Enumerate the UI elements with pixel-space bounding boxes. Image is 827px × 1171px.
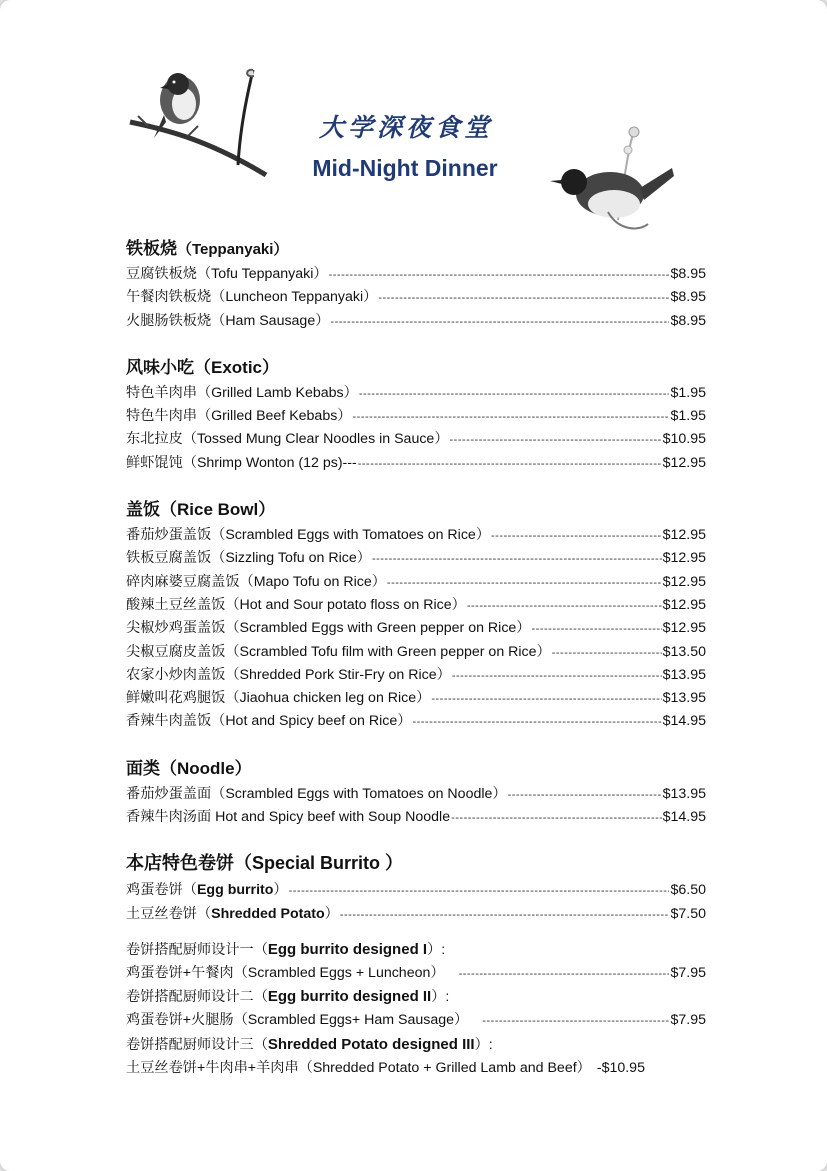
section-title: 盖饭（Rice Bowl） (126, 500, 276, 520)
menu-item: 鸡蛋卷饼+火腿肠（Scrambled Eggs+ Ham Sausage） ----- $7.95 (126, 1009, 706, 1032)
section-title: 面类（Noodle） (126, 758, 252, 778)
menu-item: 鲜虾馄饨（Shrimp Wonton (12 ps)--- ----- $12.95 (126, 452, 706, 475)
restaurant-name-chinese: 大学深夜食堂 (318, 113, 493, 142)
bird-on-branch-illustration (128, 60, 268, 185)
section-teppanyaki (126, 234, 706, 333)
menu-item: 特色牛肉串（Grilled Beef Kebabs） ----- $1.95 (126, 405, 706, 428)
restaurant-name-english: Mid-Night Dinner (312, 155, 498, 181)
combo-heading: 卷饼搭配厨师设计一（Egg burrito designed I）: (126, 940, 446, 958)
menu-item: 农家小炒肉盖饭（Shredded Pork Stir-Fry on Rice） ----- $13.95 (126, 664, 706, 687)
menu-body (126, 234, 706, 1099)
menu-item: 香辣牛肉汤面 Hot and Spicy beef with Soup Noodle ----- $14.95 (126, 806, 706, 829)
section-exotic (126, 353, 706, 475)
menu-item: 碎肉麻婆豆腐盖饭（Mapo Tofu on Rice） ----- $12.95 (126, 571, 706, 594)
menu-item: 番茄炒蛋盖面（Scrambled Eggs with Tomatoes on Noodle） ----- $13.95 (126, 783, 706, 806)
section-special-burrito (126, 849, 706, 1078)
menu-item: 鸡蛋卷饼（Egg burrito） ----- $6.50 (126, 879, 706, 902)
menu-item: 午餐肉铁板烧（Luncheon Teppanyaki） ----- $8.95 (126, 286, 706, 309)
section-title: 风味小吃（Exotic） (126, 357, 280, 377)
section-rice-bowl (126, 495, 706, 734)
section-title: 铁板烧（Teppanyaki） (126, 239, 289, 258)
combo-heading: 卷饼搭配厨师设计二（Egg burrito designed II）: (126, 988, 450, 1006)
menu-item: 东北拉皮（Tossed Mung Clear Noodles in Sauce） ----- $10.95 (126, 428, 706, 451)
menu-item: 土豆丝卷饼+牛肉串+羊肉串（Shredded Potato + Grilled Lamb and Beef） -$10.95 (126, 1059, 645, 1076)
section-noodle (126, 754, 706, 830)
menu-item: 鲜嫩叫花鸡腿饭（Jiaohua chicken leg on Rice） ----- $13.95 (126, 687, 706, 710)
menu-item: 土豆丝卷饼（Shredded Potato） ----- $7.50 (126, 903, 706, 926)
menu-item: 火腿肠铁板烧（Ham Sausage） ----- $8.95 (126, 310, 706, 333)
bird-on-flower-illustration (548, 120, 678, 240)
menu-item: 铁板豆腐盖饭（Sizzling Tofu on Rice） ----- $12.95 (126, 547, 706, 570)
menu-item: 尖椒豆腐皮盖饭（Scrambled Tofu film with Green pepper on Rice） ----- $13.50 (126, 641, 706, 664)
menu-item: 番茄炒蛋盖饭（Scrambled Eggs with Tomatoes on Rice） ----- $12.95 (126, 524, 706, 547)
menu-item: 尖椒炒鸡蛋盖饭（Scrambled Eggs with Green pepper on Rice） ----- $12.95 (126, 617, 706, 640)
menu-item: 香辣牛肉盖饭（Hot and Spicy beef on Rice） ----- $14.95 (126, 710, 706, 733)
section-title: 本店特色卷饼（Special Burrito ） (126, 853, 404, 874)
menu-item: 酸辣土豆丝盖饭（Hot and Sour potato floss on Rice） ----- $12.95 (126, 594, 706, 617)
menu-item: 特色羊肉串（Grilled Lamb Kebabs） ----- $1.95 (126, 382, 706, 405)
combo-heading: 卷饼搭配厨师设计三（Shredded Potato designed III）: (126, 1035, 493, 1053)
menu-item: 鸡蛋卷饼+午餐肉（Scrambled Eggs + Luncheon） ----- $7.95 (126, 962, 706, 985)
menu-item: 豆腐铁板烧（Tofu Teppanyaki） ----- $8.95 (126, 263, 706, 286)
